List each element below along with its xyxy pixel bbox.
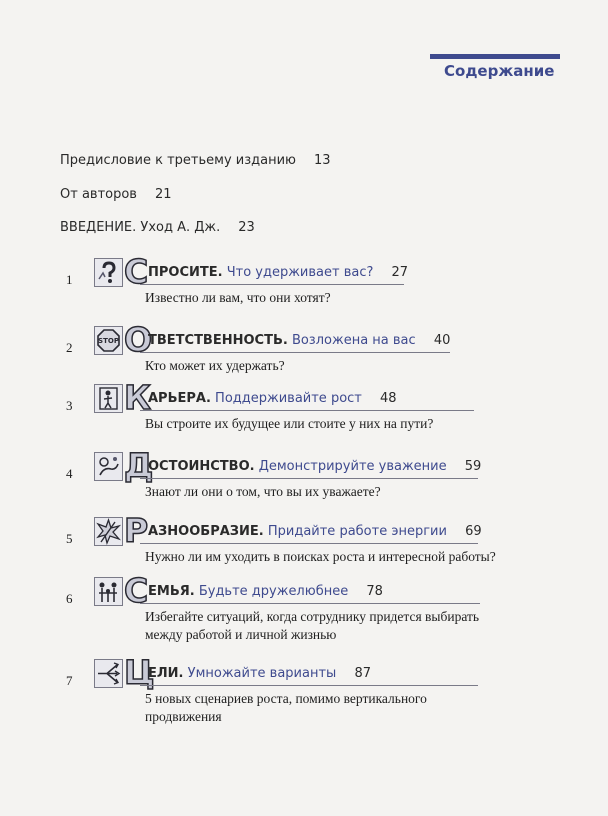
ladder-climber-icon <box>94 384 123 413</box>
chapter-number: 6 <box>66 591 73 606</box>
chapter-number: 7 <box>66 673 73 688</box>
chapter-subtitle: Придайте работе энергии <box>267 524 447 539</box>
toc-entry-authors[interactable] <box>60 187 172 202</box>
chapter-description: Знают ли они о том, что вы их уважаете? <box>145 484 381 499</box>
chapter-heading <box>148 391 397 406</box>
page-title: Содержание <box>444 62 555 80</box>
chapter-page: 48 <box>380 391 397 406</box>
chapter-description: Кто может их удержать? <box>145 358 285 373</box>
chapter-keyword: ЕЛИ. <box>148 666 184 681</box>
chapter-subtitle: Демонстрируйте уважение <box>258 459 447 474</box>
chapter-heading <box>148 459 481 474</box>
chapter-underline <box>140 478 478 479</box>
chapter-initial-letter: К <box>124 378 151 417</box>
chapter-number: 2 <box>66 340 73 355</box>
question-mark-icon <box>94 258 123 287</box>
chapter-description: Избегайте ситуаций, когда сотруднику придется выбирать между работой и личной жизнью <box>145 609 480 642</box>
toc-entry-preface[interactable] <box>60 153 331 168</box>
entry-label: От авторов <box>60 187 137 202</box>
chapter-page: 59 <box>464 459 482 474</box>
chapter-number: 3 <box>66 398 73 413</box>
chapter-underline <box>140 543 478 544</box>
chapter-initial-letter: Д <box>124 446 154 485</box>
chapter-keyword: ОСТОИНСТВО. <box>148 459 255 474</box>
chapter-description: 5 новых сценариев роста, помимо вертикального продвижения <box>145 691 427 724</box>
chapter-number: 1 <box>66 272 73 287</box>
chapter-heading <box>148 666 371 681</box>
chapter-heading <box>148 524 482 539</box>
chapter-heading <box>148 584 383 599</box>
toc-chapter-6[interactable] <box>0 571 608 667</box>
chapter-number: 5 <box>66 531 73 546</box>
chapter-initial-letter: Р <box>124 511 149 550</box>
burst-icon <box>94 517 123 546</box>
chapter-page: 40 <box>433 333 451 348</box>
gesture-icon <box>94 452 123 481</box>
stop-sign-icon <box>94 326 123 355</box>
chapter-keyword: АЗНООБРАЗИЕ. <box>148 524 264 539</box>
chapter-subtitle: Возложена на вас <box>291 333 416 348</box>
entry-label: ВВЕДЕНИЕ. Уход А. Дж. <box>60 220 221 235</box>
branching-arrows-icon <box>94 659 123 688</box>
entry-page: 21 <box>154 187 172 202</box>
chapter-underline <box>140 603 480 604</box>
entry-page: 23 <box>238 220 255 235</box>
chapter-heading <box>148 333 450 348</box>
svg-text:STOP: STOP <box>98 337 119 345</box>
chapter-page: 78 <box>366 584 383 599</box>
chapter-keyword: ТВЕТСТВЕННОСТЬ. <box>148 333 288 348</box>
chapter-initial-letter: С <box>124 252 149 291</box>
chapter-description: Известно ли вам, что они хотят? <box>145 290 331 305</box>
chapter-description: Нужно ли им уходить в поисках роста и интересной работы? <box>145 549 496 564</box>
chapter-underline <box>140 685 478 686</box>
chapter-heading <box>148 265 408 280</box>
chapter-keyword: ЕМЬЯ. <box>148 584 195 599</box>
chapter-initial-letter: О <box>124 320 153 359</box>
chapter-number: 4 <box>66 466 73 481</box>
toc-entry-introduction[interactable] <box>60 220 255 235</box>
chapter-initial-letter: С <box>124 571 149 610</box>
entry-label: Предисловие к третьему изданию <box>60 153 296 168</box>
chapter-underline <box>140 352 450 353</box>
chapter-subtitle: Поддерживайте рост <box>215 391 362 406</box>
chapter-underline <box>140 284 404 285</box>
title-bar <box>430 54 560 59</box>
chapter-keyword: АРЬЕРА. <box>148 391 211 406</box>
chapter-page: 27 <box>391 265 409 280</box>
toc-chapter-7[interactable] <box>0 653 608 749</box>
chapter-underline <box>140 410 474 411</box>
entry-page: 13 <box>314 153 331 168</box>
chapter-keyword: ПРОСИТЕ. <box>148 265 223 280</box>
chapter-subtitle: Будьте дружелюбнее <box>198 584 349 599</box>
chapter-page: 69 <box>465 524 482 539</box>
chapter-description: Вы строите их будущее или стоите у них на пути? <box>145 416 434 431</box>
family-icon <box>94 577 123 606</box>
chapter-subtitle: Что удерживает вас? <box>226 265 374 280</box>
chapter-page: 87 <box>354 666 371 681</box>
chapter-subtitle: Умножайте варианты <box>187 666 337 681</box>
chapter-initial-letter: Ц <box>124 653 155 692</box>
